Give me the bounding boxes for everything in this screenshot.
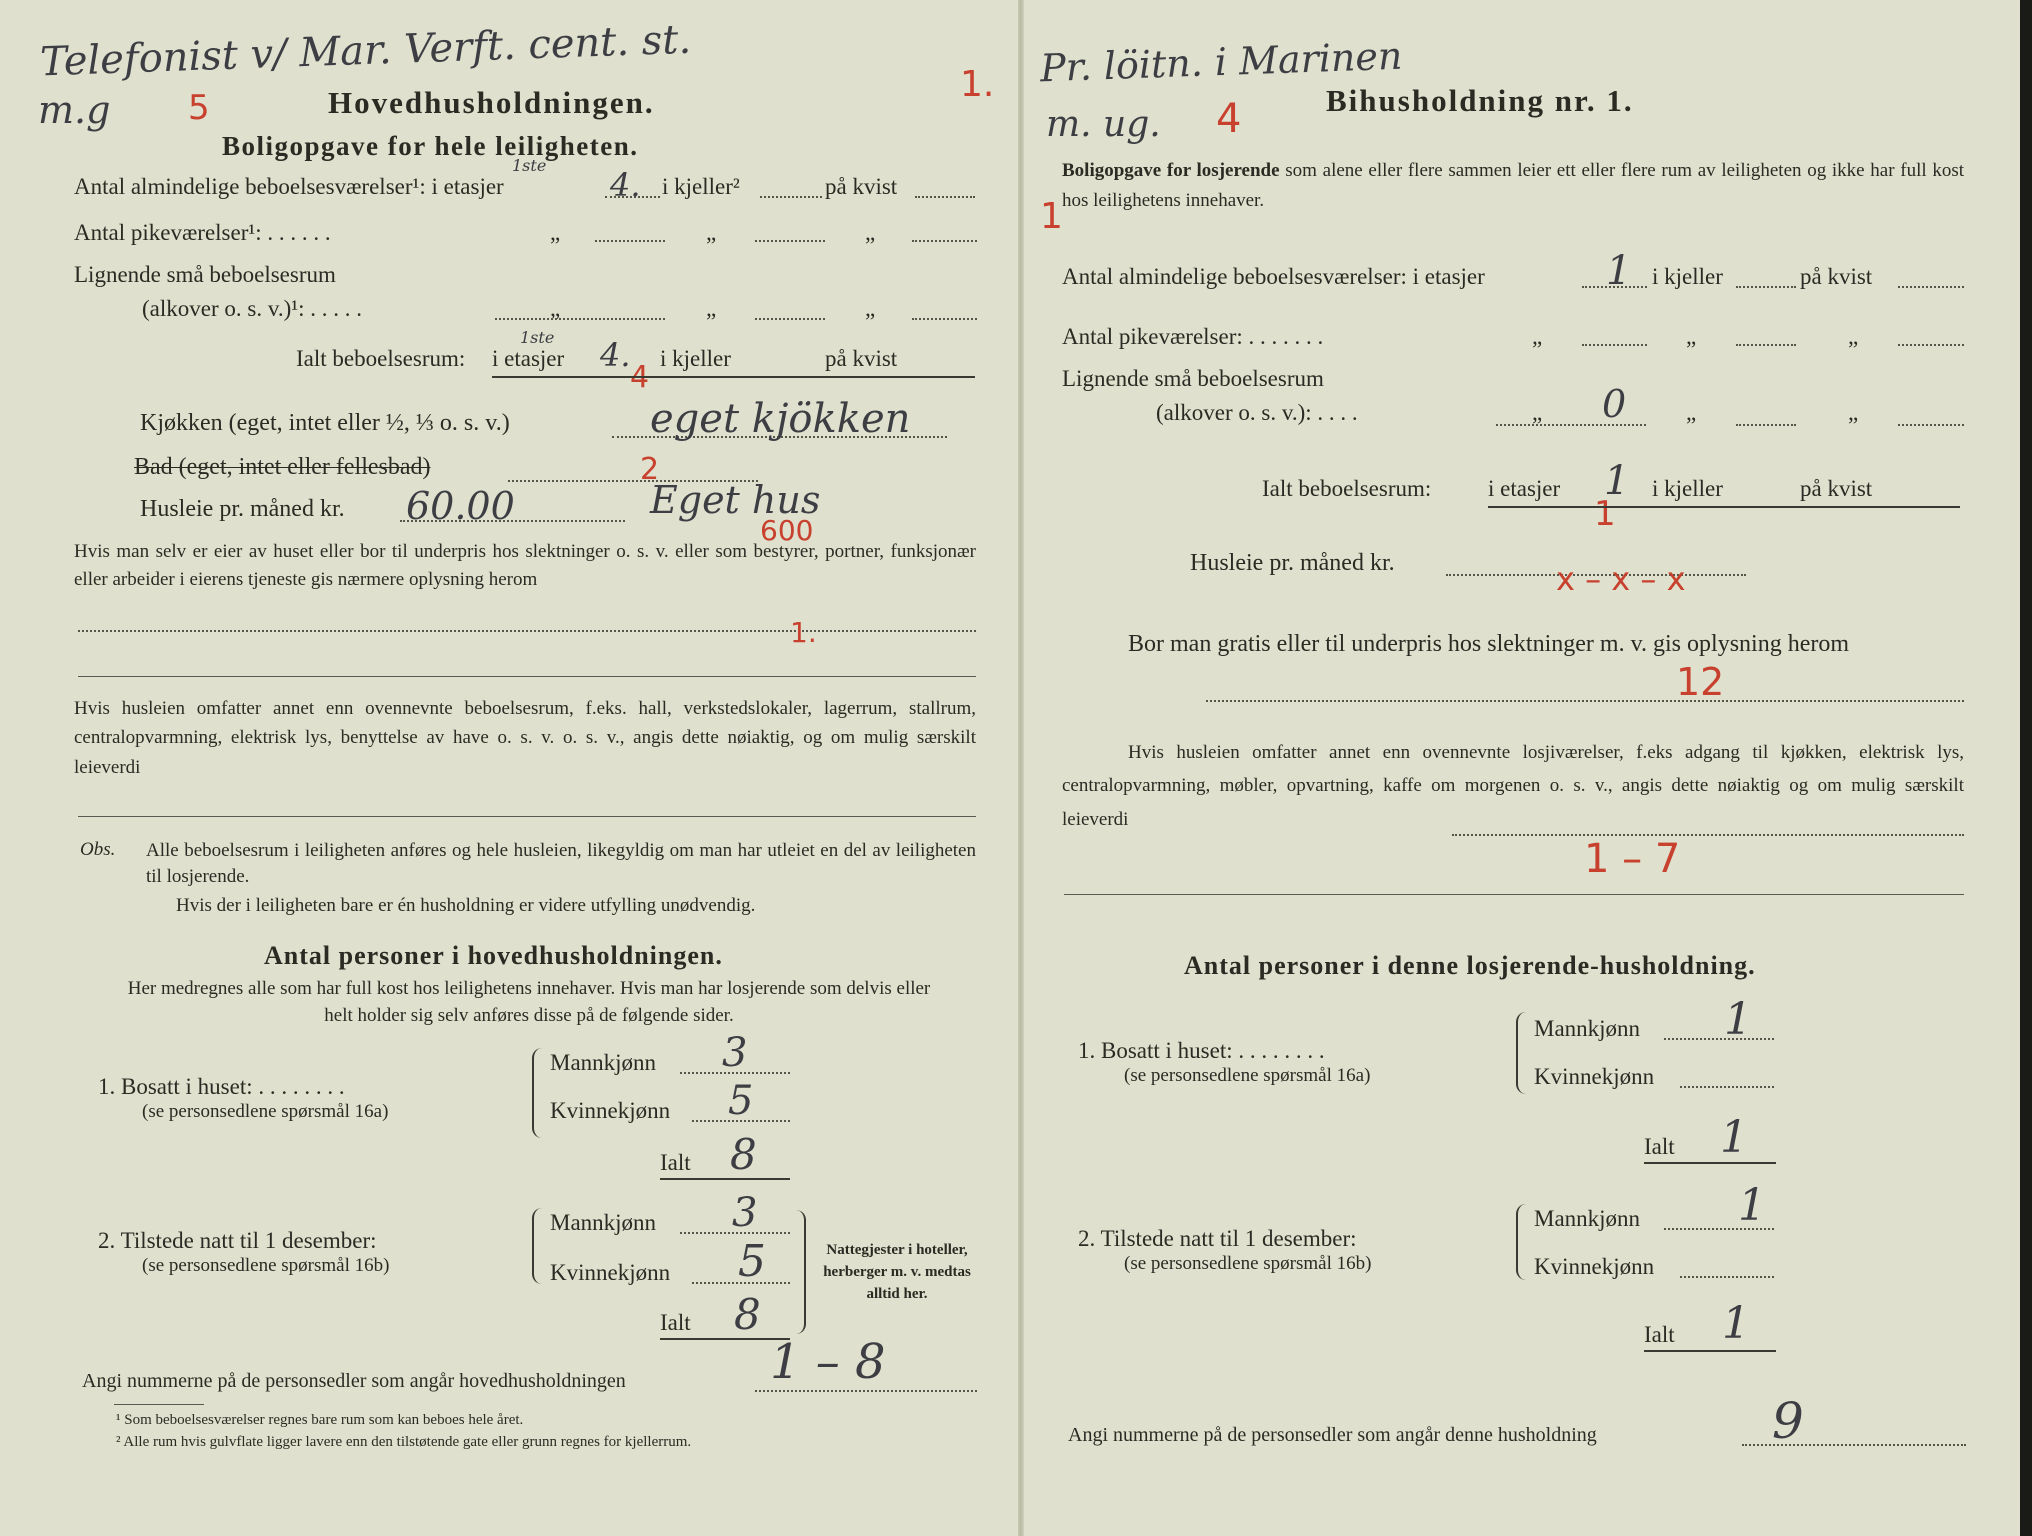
right-rooms-value: 1 [1606, 248, 1632, 294]
right-q1-mann-label: Mannkjønn [1534, 1016, 1641, 1041]
page-fold [1018, 0, 1024, 1536]
right-title: Bihusholdning nr. 1. [1326, 83, 1634, 118]
right-total-kvist: på kvist [1800, 476, 1873, 501]
right-kjeller-label: i kjeller [1652, 264, 1723, 289]
red-annotation-right: 4 [1216, 96, 1242, 142]
red-bath: 2 [640, 452, 660, 487]
rooms-kvist-label: på kvist [825, 174, 898, 199]
left-subtitle: Boligopgave for hele leiligheten. [222, 131, 639, 161]
red-rent: 600 [760, 514, 814, 547]
right-rent-label: Husleie pr. måned kr. [1190, 550, 1395, 576]
extras-instructions: Hvis husleien omfatter annet enn ovennevnte beboelsesrum, f.eks. hall, verkstedslokaler, lagerrum, stallrum, centralopvarmning, elektrisk lys, benyttelse av have o. s. v. o. s. v., angis dette nøiaktig, og om mulig særskilt leieverdi [74, 698, 976, 778]
right-persons-title: Antal personer i denne losjerende-husholdning. [1184, 951, 1756, 980]
total-rooms-label: Ialt beboelsesrum: [296, 346, 466, 371]
obs-label: Obs. [80, 839, 116, 860]
total-etasjer-label: i etasjer [492, 346, 565, 371]
rent-label: Husleie pr. måned kr. [140, 496, 345, 522]
right-alcoves-value: 0 [1602, 382, 1627, 426]
right-extras-text: Hvis husleien omfatter annet enn ovennevnte losjiværelser, f.eks adgang til kjøkken, elektrisk lys, centralopvarmning, møbler, opvartning, kaffe om morgenen o. s. v., angis dette nøiaktig og om mulig særskilt leieverdi [1062, 742, 1964, 830]
right-gratis-value: 12 [1676, 660, 1725, 704]
right-angi-label: Angi nummerne på de personsedler som angår denne husholdning [1068, 1424, 1597, 1446]
right-q2-sub: (se personsedlene spørsmål 16b) [1124, 1253, 1372, 1274]
ditto-mark: „ [1532, 400, 1543, 425]
ditto-mark: „ [865, 220, 876, 245]
total-superscript: 1ste [520, 328, 555, 347]
right-q1-label: 1. Bosatt i huset: . . . . . . . . [1078, 1038, 1325, 1063]
persons-title: Antal personer i hovedhusholdningen. [264, 941, 723, 970]
small-rooms-label: Lignende små beboelsesrum [74, 262, 336, 287]
right-q2-ialt-label: Ialt [1644, 1322, 1675, 1347]
red-intro: 1 [1040, 196, 1063, 237]
ditto-mark: „ [550, 296, 561, 321]
q1-label: 1. Bosatt i huset: . . . . . . . . [98, 1074, 345, 1099]
kitchen-value: eget kjökken [650, 396, 911, 442]
rooms-superscript: 1ste [512, 156, 547, 175]
q2-label: 2. Tilstede natt til 1 desember: [98, 1228, 377, 1253]
right-q2-ialt-value: 1 [1722, 1298, 1750, 1349]
red-annotation-top-right: 1. [960, 64, 995, 105]
handwritten-occupation: Telefonist v/ Mar. Verft. cent. st. [39, 16, 692, 86]
q1-kvinne-label: Kvinnekjønn [550, 1098, 671, 1123]
right-q1-sub: (se personsedlene spørsmål 16a) [1124, 1065, 1371, 1086]
scan-edge [2020, 0, 2032, 1536]
handwritten-marital-status: m.g [38, 88, 111, 132]
right-maid-label: Antal pikeværelser: . . . . . . . [1062, 324, 1324, 349]
left-title: Hovedhusholdningen. [328, 85, 655, 120]
q2-mann-label: Mannkjønn [550, 1210, 657, 1235]
total-kjeller-label: i kjeller [660, 346, 731, 371]
alcoves-label: (alkover o. s. v.)¹: . . . . . [142, 296, 363, 321]
right-alcoves-label: (alkover o. s. v.): . . . . [1156, 400, 1358, 425]
owner-instructions: Hvis man selv er eier av huset eller bor til underpris hos slektninger o. s. v. eller som bestyrer, portner, funksjonær eller arbeider i eierens tjeneste gis nærmere oplysning herom [74, 541, 976, 590]
kitchen-label: Kjøkken (eget, intet eller ½, ⅓ o. s. v.) [140, 410, 510, 436]
obs-text: Alle beboelsesrum i leiligheten anføres og hele husleien, likegyldig om man har utleiet en del av leiligheten til losjerende. [146, 840, 976, 887]
right-q2-kvinne-label: Kvinnekjønn [1534, 1254, 1655, 1279]
lodger-intro-rest: som alene eller flere sammen leier ett eller flere rum av leiligheten og ikke har full kost hos leilighetens innehaver. [1062, 160, 1965, 212]
right-q1-mann-value: 1 [1724, 994, 1752, 1045]
obs-text-2: Hvis der i leiligheten bare er én husholdning er videre utfylling unødvendig. [176, 895, 756, 916]
ditto-mark: „ [1686, 324, 1697, 349]
right-q1-ialt-label: Ialt [1644, 1134, 1675, 1159]
ditto-mark: „ [1532, 324, 1543, 349]
persons-instructions: Her medregnes alle som har full kost hos leilighetens innehaver. Hvis man har losjerende som delvis eller helt holder sig selv anføres disse på de følgende sider. [127, 978, 931, 1026]
q2-ialt-value: 8 [734, 1290, 761, 1339]
right-gratis-text: Bor man gratis eller til underpris hos slektninger m. v. gis oplysning herom [1128, 631, 1850, 657]
rooms-etasje-value: 4. [610, 166, 641, 204]
q2-kvinne-label: Kvinnekjønn [550, 1260, 671, 1285]
q2-mann-value: 3 [732, 1190, 758, 1236]
red-owner: 1. [790, 616, 817, 649]
q1-kvinne-value: 5 [728, 1078, 754, 1124]
right-total-value: 1 [1604, 458, 1630, 504]
angi-value: 1 – 8 [770, 1334, 886, 1390]
handwritten-marital-right: m. ug. [1046, 104, 1161, 145]
right-q2-mann-value: 1 [1738, 1180, 1766, 1231]
footnote-1: ¹ Som beboelsesværelser regnes bare rum som kan beboes hele året. [116, 1412, 524, 1428]
right-q2-mann-label: Mannkjønn [1534, 1206, 1641, 1231]
rent-value: 60.00 [406, 484, 515, 528]
q1-ialt-value: 8 [730, 1130, 757, 1179]
red-annotation-top-left: 5 [188, 88, 210, 128]
right-extras-value: 1 – 7 [1584, 836, 1681, 882]
maid-rooms-label: Antal pikeværelser¹: . . . . . . [74, 220, 331, 245]
rent-note: Eget hus [650, 478, 821, 522]
handwritten-occupation-right: Pr. löitn. i Marinen [1039, 33, 1404, 91]
lodger-intro-bold: Boligopgave for losjerende [1062, 160, 1280, 181]
q1-mann-label: Mannkjønn [550, 1050, 657, 1075]
q1-sub: (se personsedlene spørsmål 16a) [142, 1101, 389, 1122]
right-rooms-label: Antal almindelige beboelsesværelser: i etasjer [1062, 264, 1485, 289]
q2-sub: (se personsedlene spørsmål 16b) [142, 1255, 390, 1276]
q2-ialt-label: Ialt [660, 1310, 691, 1335]
ditto-mark: „ [706, 296, 717, 321]
right-small-rooms-label: Lignende små beboelsesrum [1062, 366, 1324, 391]
rooms-label: Antal almindelige beboelsesværelser¹: i etasjer [74, 174, 504, 199]
total-etasje-value: 4. [600, 336, 631, 374]
ditto-mark: „ [1848, 400, 1859, 425]
right-total-label: Ialt beboelsesrum: [1262, 476, 1432, 501]
ditto-mark: „ [706, 220, 717, 245]
bath-label: Bad (eget, intet eller fellesbad) [134, 454, 431, 480]
total-kvist-label: på kvist [825, 346, 898, 371]
q1-ialt-label: Ialt [660, 1150, 691, 1175]
right-angi-value: 9 [1772, 1392, 1804, 1450]
ditto-mark: „ [1686, 400, 1697, 425]
rooms-kjeller-label: i kjeller² [662, 174, 740, 199]
right-q1-ialt-value: 1 [1720, 1112, 1748, 1163]
right-q2-label: 2. Tilstede natt til 1 desember: [1078, 1226, 1357, 1251]
angi-label: Angi nummerne på de personsedler som angår hovedhusholdningen [82, 1370, 626, 1392]
q1-mann-value: 3 [722, 1030, 748, 1076]
lodger-intro [1062, 156, 1964, 217]
night-guests-note: Nattegjester i hoteller, herberger m. v. medtas alltid her. [823, 1242, 971, 1302]
footnote-2: ² Alle rum hvis gulvflate ligger lavere enn den tilstøtende gate eller grunn regnes for kjellerrum. [116, 1434, 692, 1450]
red-total-rooms: 4 [630, 360, 650, 395]
ditto-mark: „ [1848, 324, 1859, 349]
right-total-etasjer: i etasjer [1488, 476, 1561, 501]
ditto-mark: „ [550, 220, 561, 245]
right-kvist-label: på kvist [1800, 264, 1873, 289]
q2-kvinne-value: 5 [738, 1236, 766, 1287]
right-rent-value: x – x – x [1556, 560, 1686, 598]
right-total-kjeller: i kjeller [1652, 476, 1723, 501]
red-right-total: 1 [1594, 494, 1616, 534]
ditto-mark: „ [865, 296, 876, 321]
right-q1-kvinne-label: Kvinnekjønn [1534, 1064, 1655, 1089]
